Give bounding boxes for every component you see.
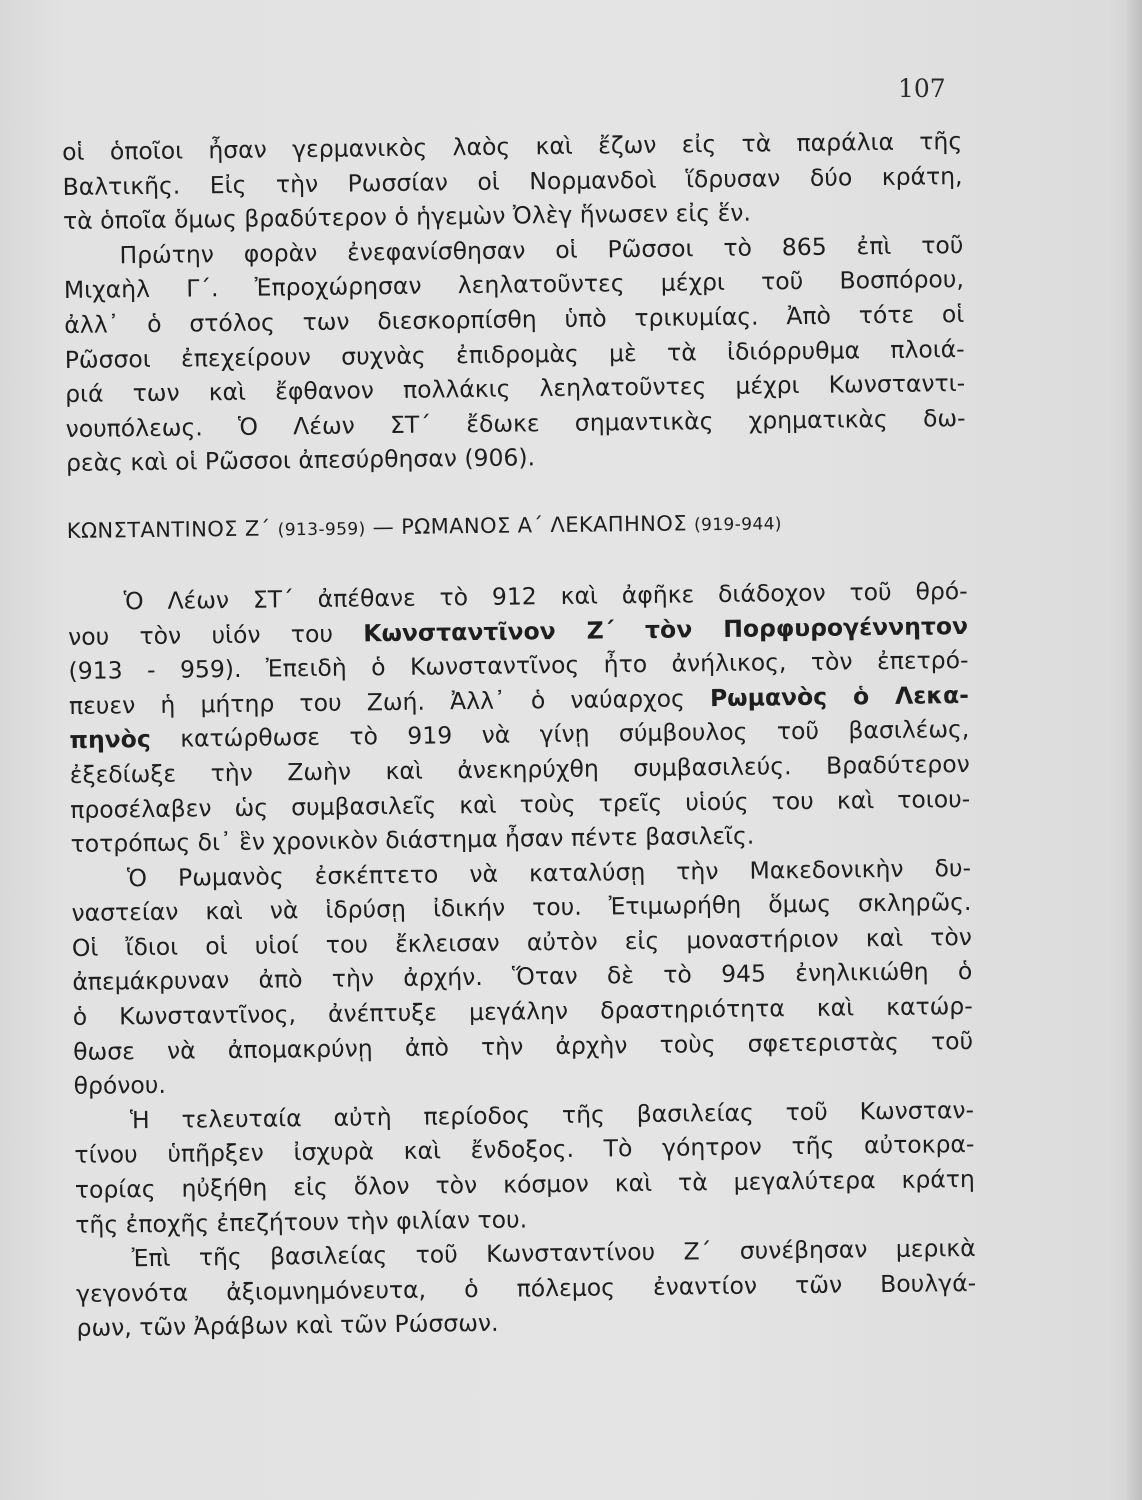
text-run: κατώρθωσε τὸ 919 νὰ γίνῃ σύμβουλος τοῦ βασιλέως, (180, 715, 970, 753)
bold-name: πηνὸς (69, 725, 151, 755)
text-line: θωσε νὰ ἀπομακρύνῃ ἀπὸ τὴν ἀρχὴν τοὺς σφετεριστὰς τοῦ (73, 1026, 974, 1066)
text-line: Ὁ Ρωμανὸς ἐσκέπτετο νὰ καταλύσῃ τὴν Μακεδονικὴν δυ- (126, 853, 972, 892)
text-line: ρων, τῶν Ἀράβων καὶ τῶν Ρώσσων. (76, 1309, 499, 1343)
text-line: γεγονότα ἀξιομνημόνευτα, ὁ πόλεμος ἐναντίον τῶν Βουλγά- (75, 1268, 977, 1308)
text-line: Βαλτικῆς. Εἰς τὴν Ρωσσίαν οἱ Νορμανδοὶ ἵδρυσαν δύο κράτη, (62, 161, 963, 201)
text-line: Ἐπὶ τῆς βασιλείας τοῦ Κωνσταντίνου Ζ΄ συνέβησαν μερικὰ (131, 1234, 976, 1273)
heading-emperor-1: ΚΩΝΣΤΑΝΤΙΝΟΣ Ζ΄ (66, 516, 271, 543)
text-line: τορίας ηὐξήθη εἰς ὅλον τὸν κόσμον καὶ τὰ μεγαλύτερα κράτη (74, 1164, 975, 1204)
heading-emperor-2: ΡΩΜΑΝΟΣ Α΄ ΛΕΚΑΠΗΝΟΣ (401, 511, 688, 539)
text-line: Οἱ ἴδιοι οἱ υἱοί του ἔκλεισαν αὐτὸν εἰς μοναστήριον καὶ τὸν (71, 922, 973, 962)
heading-dash: — (372, 514, 395, 540)
heading-years-1: (913-959) (277, 519, 366, 541)
text-line: ἀλλ᾽ ὁ στόλος των διεσκορπίσθη ὑπὸ τρικυμίας. Ἀπὸ τότε οἱ (64, 299, 965, 339)
text-line: ριά των καὶ ἔφθανον πολλάκις λεηλατοῦντες μέχρι Κωνσταντι- (64, 369, 966, 409)
text-run: νου τὸν υἱόν του (67, 619, 334, 651)
text-line: προσέλαβεν ὡς συμβασιλεῖς καὶ τοὺς τρεῖς υἱούς του καὶ τοιου- (70, 784, 971, 824)
text-line: (913 - 959). Ἐπειδὴ ὁ Κωνσταντῖνος ἦτο ἀνήλικος, τὸν ἐπετρό- (68, 646, 969, 686)
text-line: Πρώτην φορὰν ἐνεφανίσθησαν οἱ Ρῶσσοι τὸ 865 ἐπὶ τοῦ (119, 230, 964, 270)
text-line: ρεὰς καὶ οἱ Ρῶσσοι ἀπεσύρθησαν (906). (65, 443, 536, 478)
text-line: ναστείαν καὶ νὰ ἱδρύσῃ ἰδικήν του. Ἐτιμωρήθη ὅμως σκληρῶς. (71, 888, 972, 928)
bold-name: Ρωμανὸς ὁ Λεκα- (709, 680, 970, 712)
text-line: τίνου ὑπῆρξεν ἰσχυρὰ καὶ ἔνδοξος. Τὸ γόητρον τῆς αὐτοκρα- (74, 1130, 975, 1170)
bold-name: Κωνσταντῖνον Ζ΄ τὸν Πορφυρογέννητον (363, 611, 969, 647)
paragraph-3 (74, 1093, 976, 1242)
paragraph-4 (76, 1231, 977, 1346)
text-line: Ρῶσσοι ἐπεχείρουν συχνὰς ἐπιδρομὰς μὲ τὰ ἰδιόρρυθμα πλοιά- (64, 334, 965, 374)
text-line: τὰ ὁποῖα ὅμως βραδύτερον ὁ ἡγεμὼν Ὀλὲγ ἥνωσεν εἰς ἕν. (62, 198, 752, 236)
section-heading (67, 506, 967, 547)
heading-years-2: (919-944) (693, 514, 783, 536)
text-line: τῆς ἐποχῆς ἐπεζήτουν τὴν φιλίαν του. (75, 1205, 528, 1239)
paragraph-1 (67, 574, 970, 862)
text-run: πευεν ἡ μήτηρ του Ζωή. Ἀλλ᾽ ὁ ναύαρχος (68, 684, 685, 720)
page-number: 107 (898, 74, 946, 103)
text-line: ἐξεδίωξε τὴν Ζωὴν καὶ ἀνεκηρύχθη συμβασιλεύς. Βραδύτερον (69, 749, 970, 789)
text-line: νουπόλεως. Ὁ Λέων ΣΤ΄ ἔδωκε σημαντικὰς χρηματικὰς δω- (65, 403, 966, 443)
text-line: θρόνου. (73, 1071, 167, 1101)
text-line: Ἡ τελευταία αὐτὴ περίοδος τῆς βασιλείας τοῦ Κωνσταν- (129, 1095, 975, 1135)
page-text (62, 124, 977, 1346)
text-line: ἀπεμάκρυναν ἀπὸ τὴν ἀρχήν. Ὅταν δὲ τὸ 945 ἐνηλικιώθη ὁ (72, 957, 973, 997)
text-line: ὁ Κωνσταντῖνος, ἀνέπτυξε μεγάλην δραστηριότητα καὶ κατώρ- (72, 992, 973, 1031)
text-line: οἱ ὁποῖοι ἦσαν γερμανικὸς λαὸς καὶ ἔζων εἰς τὰ παράλια τῆς (62, 127, 963, 166)
text-line: τοτρόπως δι᾽ ἓν χρονικὸν διάστημα ἦσαν πέντε βασιλεῖς. (70, 821, 755, 859)
text-line: Ὁ Λέων ΣΤ΄ ἀπέθανε τὸ 912 καὶ ἀφῆκε διάδοχον τοῦ θρό- (123, 576, 968, 616)
paragraph-2 (71, 851, 974, 1104)
page-edge-shadow (1126, 0, 1142, 1500)
paragraph-continuation (62, 124, 966, 481)
text-line: Μιχαὴλ Γ΄. Ἐπροχώρησαν λεηλατοῦντες μέχρι τοῦ Βοσπόρου, (63, 265, 965, 305)
